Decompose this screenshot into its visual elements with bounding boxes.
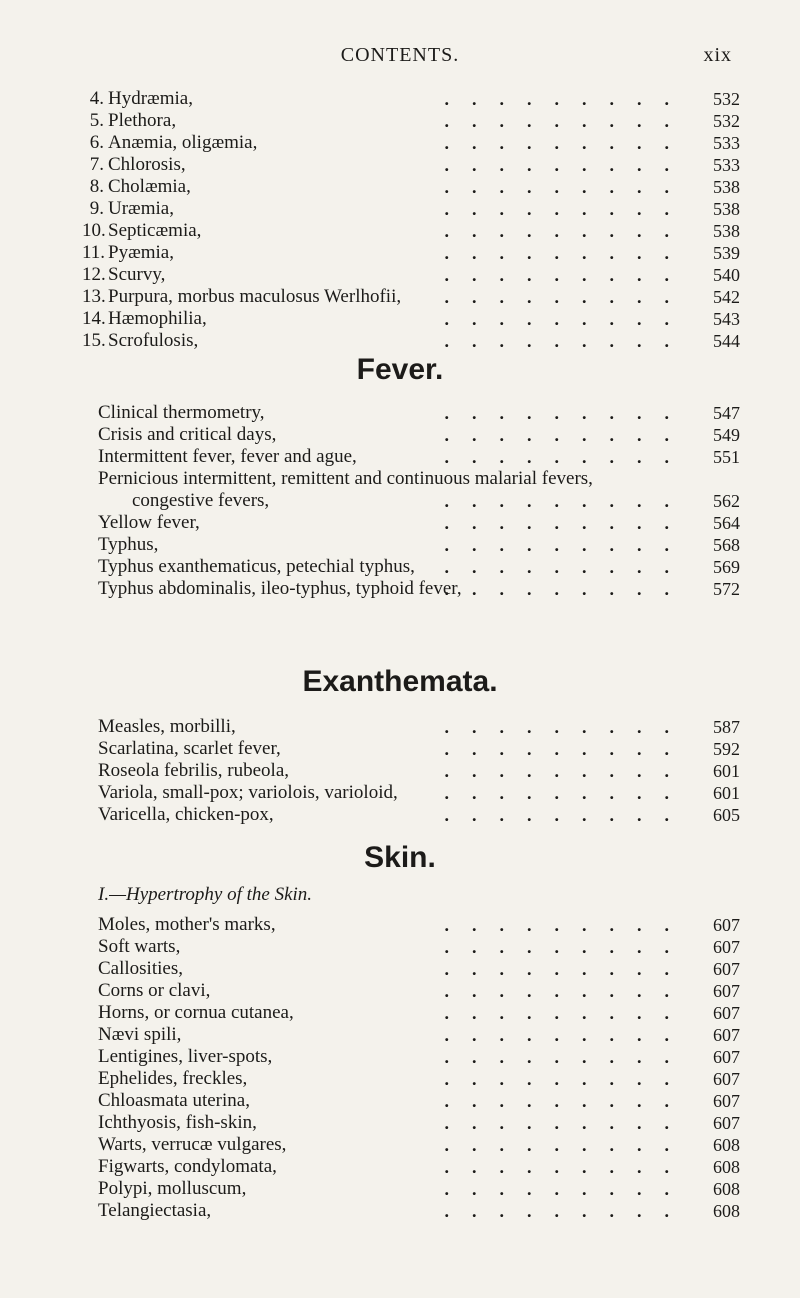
toc-entry xyxy=(0,738,800,760)
entry-title: Horns, or cornua cutanea, xyxy=(98,1002,294,1023)
entry-title: congestive fevers, xyxy=(132,490,270,511)
entry-number: 13. xyxy=(82,286,106,307)
entry-title: Nævi spili, xyxy=(98,1024,182,1045)
dot-leader: ......... xyxy=(444,937,692,957)
entry-title: Hydræmia, xyxy=(108,88,193,109)
entry-page-number: 551 xyxy=(713,447,740,467)
entry-page-number: 607 xyxy=(713,1047,740,1067)
dot-leader: ......... xyxy=(444,133,692,153)
entry-page-number: 538 xyxy=(713,199,740,219)
entry-title: Polypi, molluscum, xyxy=(98,1178,247,1199)
entry-number: 10. xyxy=(82,220,106,241)
dot-leader: ......... xyxy=(444,265,692,285)
entry-title: Septicæmia, xyxy=(108,220,202,241)
dot-leader: ......... xyxy=(444,717,692,737)
fever-heading: Fever. xyxy=(356,353,444,386)
dot-leader: ......... xyxy=(444,739,692,759)
toc-entry xyxy=(0,914,800,936)
toc-entry xyxy=(0,804,800,826)
entry-number: 11. xyxy=(82,242,106,263)
toc-entry xyxy=(0,1178,800,1200)
entry-number: 14. xyxy=(82,308,106,329)
entry-page-number: 605 xyxy=(713,805,740,825)
entry-number: 15. xyxy=(82,330,106,351)
toc-entry xyxy=(0,534,800,556)
entry-title: Telangiectasia, xyxy=(98,1200,212,1221)
dot-leader: ......... xyxy=(444,89,692,109)
entry-page-number: 564 xyxy=(713,513,740,533)
dot-leader: ......... xyxy=(444,1113,692,1133)
entry-title: Purpura, morbus maculosus Werlhofii, xyxy=(108,286,402,307)
toc-entry xyxy=(0,556,800,578)
toc-entry xyxy=(0,1068,800,1090)
entry-number: 7. xyxy=(89,154,104,175)
entry-page-number: 549 xyxy=(713,425,740,445)
dot-leader: ......... xyxy=(444,331,692,351)
dot-leader: ......... xyxy=(444,1135,692,1155)
entry-title: Ephelides, freckles, xyxy=(98,1068,248,1089)
dot-leader: ......... xyxy=(444,783,692,803)
page-number: xix xyxy=(703,44,732,66)
entry-title: Callosities, xyxy=(98,958,183,979)
entry-page-number: 607 xyxy=(713,937,740,957)
entry-title: Corns or clavi, xyxy=(98,980,211,1001)
toc-entry xyxy=(0,782,800,804)
entry-page-number: 547 xyxy=(713,403,740,423)
entry-title: Measles, morbilli, xyxy=(98,716,236,737)
entry-title: Intermittent fever, fever and ague, xyxy=(98,446,357,467)
toc-entry xyxy=(0,578,800,600)
entry-title: Scrofulosis, xyxy=(108,330,199,351)
toc-entry xyxy=(0,198,800,220)
entry-title: Roseola febrilis, rubeola, xyxy=(98,760,290,781)
entry-page-number: 607 xyxy=(713,915,740,935)
toc-entry xyxy=(0,132,800,154)
entry-page-number: 542 xyxy=(713,287,740,307)
toc-entry xyxy=(0,242,800,264)
toc-entry xyxy=(0,264,800,286)
entry-page-number: 533 xyxy=(713,133,740,153)
toc-entry xyxy=(0,1002,800,1024)
entry-page-number: 587 xyxy=(713,717,740,737)
toc-entry xyxy=(0,308,800,330)
entry-title: Moles, mother's marks, xyxy=(98,914,276,935)
dot-leader: ......... xyxy=(444,1091,692,1111)
dot-leader: ......... xyxy=(444,959,692,979)
dot-leader: ......... xyxy=(444,221,692,241)
entry-title: Yellow fever, xyxy=(98,512,200,533)
toc-entry xyxy=(0,446,800,468)
entry-title: Lentigines, liver-spots, xyxy=(98,1046,273,1067)
dot-leader: ......... xyxy=(444,403,692,423)
entry-title: Scarlatina, scarlet fever, xyxy=(98,738,281,759)
dot-leader: ......... xyxy=(444,1157,692,1177)
toc-entry xyxy=(0,402,800,424)
skin-subheading: I.—Hypertrophy of the Skin. xyxy=(98,884,313,905)
dot-leader: ......... xyxy=(444,425,692,445)
dot-leader: ......... xyxy=(444,243,692,263)
toc-entry xyxy=(0,1156,800,1178)
skin-section xyxy=(0,838,800,1222)
entry-page-number: 607 xyxy=(713,959,740,979)
toc-entry xyxy=(0,88,800,110)
dot-leader: ......... xyxy=(444,535,692,555)
dot-leader: ......... xyxy=(444,513,692,533)
entry-page-number: 544 xyxy=(713,331,740,351)
entry-page-number: 568 xyxy=(713,535,740,555)
toc-entry xyxy=(0,936,800,958)
entry-page-number: 543 xyxy=(713,309,740,329)
entry-title: Pyæmia, xyxy=(108,242,174,263)
entry-title: Uræmia, xyxy=(108,198,174,219)
fever-section xyxy=(0,350,800,600)
toc-entry xyxy=(0,512,800,534)
entry-number: 6. xyxy=(89,132,104,153)
entry-title: Typhus, xyxy=(98,534,159,555)
entry-number: 8. xyxy=(89,176,104,197)
exanthemata-section xyxy=(0,662,800,826)
toc-entry xyxy=(0,1112,800,1134)
entry-page-number: 538 xyxy=(713,221,740,241)
entry-page-number: 601 xyxy=(713,783,740,803)
toc-entry xyxy=(0,1200,800,1222)
entry-number: 12. xyxy=(82,264,106,285)
dot-leader: ......... xyxy=(444,111,692,131)
entry-title: Crisis and critical days, xyxy=(98,424,277,445)
entry-page-number: 607 xyxy=(713,1113,740,1133)
entry-page-number: 592 xyxy=(713,739,740,759)
toc-entry xyxy=(0,176,800,198)
dot-leader: ......... xyxy=(444,1201,692,1221)
entry-page-number: 569 xyxy=(713,557,740,577)
entry-page-number: 601 xyxy=(713,761,740,781)
toc-entry xyxy=(0,220,800,242)
toc-entry xyxy=(0,760,800,782)
dot-leader: ......... xyxy=(444,155,692,175)
dot-leader: ......... xyxy=(444,447,692,467)
toc-entry xyxy=(0,490,800,512)
entry-number: 9. xyxy=(89,198,104,219)
dot-leader: ......... xyxy=(444,491,692,511)
toc-entry xyxy=(0,330,800,352)
dot-leader: ......... xyxy=(444,177,692,197)
dot-leader: ......... xyxy=(444,805,692,825)
dot-leader: ......... xyxy=(444,557,692,577)
toc-entry xyxy=(0,958,800,980)
entry-title: Typhus exanthematicus, petechial typhus, xyxy=(98,556,415,577)
dot-leader: ......... xyxy=(444,309,692,329)
toc-entry xyxy=(0,424,800,446)
dot-leader: ......... xyxy=(444,579,692,599)
entry-page-number: 608 xyxy=(713,1135,740,1155)
entry-page-number: 607 xyxy=(713,981,740,1001)
entry-title: Varicella, chicken-pox, xyxy=(98,804,274,825)
entry-title: Soft warts, xyxy=(98,936,181,957)
entry-title: Ichthyosis, fish-skin, xyxy=(98,1112,257,1133)
toc-entry xyxy=(0,154,800,176)
toc-entry xyxy=(0,716,800,738)
entry-title: Typhus abdominalis, ileo-typhus, typhoid fever, xyxy=(98,578,462,599)
dot-leader: ......... xyxy=(444,287,692,307)
entry-title: Variola, small-pox; variolois, varioloid, xyxy=(98,782,398,803)
toc-entry xyxy=(0,1134,800,1156)
entry-page-number: 572 xyxy=(713,579,740,599)
dot-leader: ......... xyxy=(444,981,692,1001)
toc-entry xyxy=(0,1090,800,1112)
entry-title: Scurvy, xyxy=(108,264,166,285)
entry-page-number: 607 xyxy=(713,1025,740,1045)
toc-entry xyxy=(0,980,800,1002)
entry-title: Plethora, xyxy=(108,110,177,131)
page-title: CONTENTS. xyxy=(340,44,460,66)
dot-leader: ......... xyxy=(444,1069,692,1089)
entry-page-number: 532 xyxy=(713,111,740,131)
entry-page-number: 532 xyxy=(713,89,740,109)
entry-page-number: 538 xyxy=(713,177,740,197)
entry-title: Anæmia, oligæmia, xyxy=(108,132,258,153)
toc-entry xyxy=(0,1024,800,1046)
entry-page-number: 607 xyxy=(713,1003,740,1023)
dot-leader: ......... xyxy=(444,199,692,219)
entry-title: Figwarts, condylomata, xyxy=(98,1156,277,1177)
entry-title: Chlorosis, xyxy=(108,154,186,175)
entry-title: Warts, verrucæ vulgares, xyxy=(98,1134,287,1155)
toc-entry xyxy=(0,468,800,490)
entry-page-number: 562 xyxy=(713,491,740,511)
dot-leader: ......... xyxy=(444,1003,692,1023)
entry-number: 4. xyxy=(89,88,104,109)
toc-entry xyxy=(0,1046,800,1068)
entry-title: Clinical thermometry, xyxy=(98,402,265,423)
dot-leader: ......... xyxy=(444,915,692,935)
entry-page-number: 608 xyxy=(713,1201,740,1221)
entry-page-number: 539 xyxy=(713,243,740,263)
entry-page-number: 540 xyxy=(713,265,740,285)
entry-page-number: 607 xyxy=(713,1069,740,1089)
dot-leader: ......... xyxy=(444,1179,692,1199)
entry-title: Hæmophilia, xyxy=(108,308,207,329)
skin-heading: Skin. xyxy=(364,841,436,874)
running-head xyxy=(0,44,800,74)
exanthemata-heading: Exanthemata. xyxy=(302,665,498,698)
entry-title: Pernicious intermittent, remittent and continuous malarial fevers, xyxy=(98,468,593,489)
entry-page-number: 608 xyxy=(713,1179,740,1199)
entry-number: 5. xyxy=(89,110,104,131)
toc-entry xyxy=(0,110,800,132)
dot-leader: ......... xyxy=(444,761,692,781)
entry-page-number: 533 xyxy=(713,155,740,175)
entry-page-number: 607 xyxy=(713,1091,740,1111)
dot-leader: ......... xyxy=(444,1025,692,1045)
blood-diseases-section xyxy=(0,88,800,352)
entry-title: Chloasmata uterina, xyxy=(98,1090,250,1111)
entry-title: Cholæmia, xyxy=(108,176,191,197)
dot-leader: ......... xyxy=(444,1047,692,1067)
toc-entry xyxy=(0,286,800,308)
entry-page-number: 608 xyxy=(713,1157,740,1177)
